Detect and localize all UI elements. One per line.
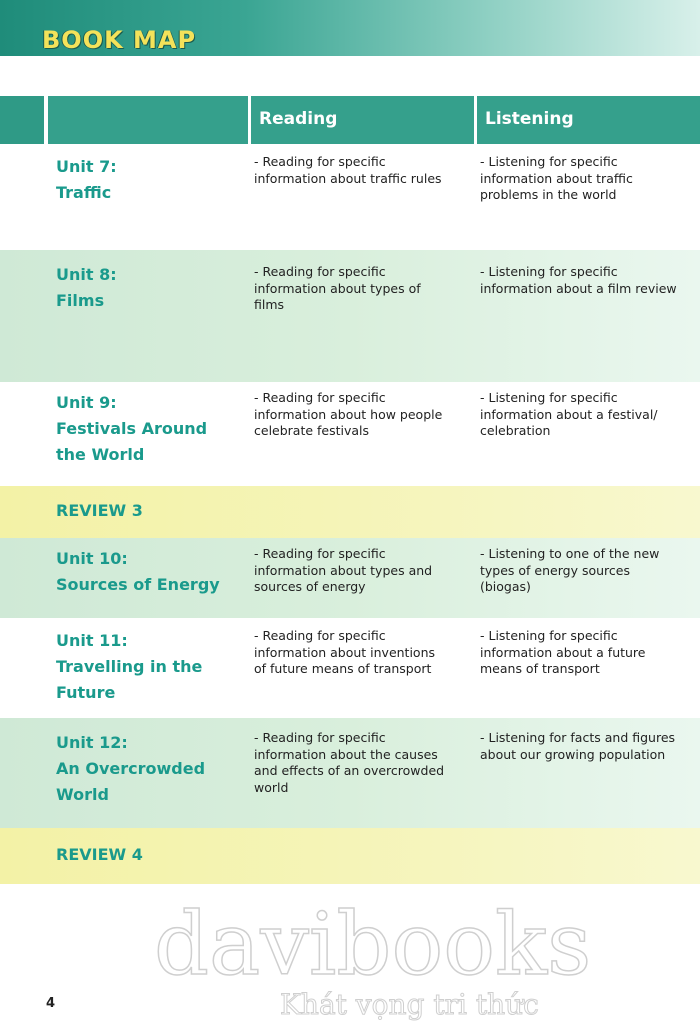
review-row xyxy=(0,828,700,884)
listening-cell: - Listening to one of the new types of energy sources (biogas) xyxy=(480,546,660,594)
reading-cell: - Reading for specific information about inventions of future means of transport xyxy=(254,628,436,676)
reading-cell: - Reading for specific information about the causes and effects of an overcrowded world xyxy=(254,730,445,795)
unit-title: Unit 9: Festivals Around the World xyxy=(56,393,208,464)
unit-title: Unit 7: Traffic xyxy=(56,157,117,202)
header-unit xyxy=(48,96,244,144)
table-row xyxy=(0,618,700,718)
review-3-label: REVIEW 3 xyxy=(56,501,143,520)
unit-title: Unit 10: Sources of Energy xyxy=(56,549,220,594)
unit-title: Unit 8: Films xyxy=(56,265,117,310)
review-row xyxy=(0,486,700,538)
unit-title: Unit 11: Travelling in the Future xyxy=(56,631,203,702)
reading-cell: - Reading for specific information about how people celebrate festivals xyxy=(254,390,443,438)
header-listening: Listening xyxy=(474,96,700,144)
listening-cell: - Listening for facts and figures about our growing population xyxy=(480,730,676,762)
table-header xyxy=(48,96,700,144)
table-row xyxy=(0,718,700,828)
table-row xyxy=(0,538,700,618)
reading-cell: - Reading for specific information about types and sources of energy xyxy=(254,546,433,594)
table-row xyxy=(0,250,700,382)
header-side-strip xyxy=(0,96,44,144)
review-4-label: REVIEW 4 xyxy=(56,845,143,864)
top-banner xyxy=(0,0,700,56)
banner-title: BOOK MAP xyxy=(42,26,197,54)
listening-cell: - Listening for specific information about a festival/ celebration xyxy=(480,390,658,438)
davibooks-watermark xyxy=(150,888,690,1024)
watermark-brand: davibooks xyxy=(154,895,592,995)
unit-title: Unit 12: An Overcrowded World xyxy=(56,733,206,804)
watermark-tagline: Khát vọng tri thức xyxy=(280,988,539,1021)
page-number: 4 xyxy=(46,996,56,1011)
reading-cell: - Reading for specific information about types of films xyxy=(254,264,421,312)
table-row xyxy=(0,144,700,250)
reading-cell: - Reading for specific information about traffic rules xyxy=(254,154,442,186)
listening-cell: - Listening for specific information about a future means of transport xyxy=(480,628,646,676)
header-reading: Reading xyxy=(248,96,474,144)
table-row xyxy=(0,382,700,486)
listening-cell: - Listening for specific information about traffic problems in the world xyxy=(480,154,633,202)
listening-cell: - Listening for specific information about a film review xyxy=(480,264,677,296)
